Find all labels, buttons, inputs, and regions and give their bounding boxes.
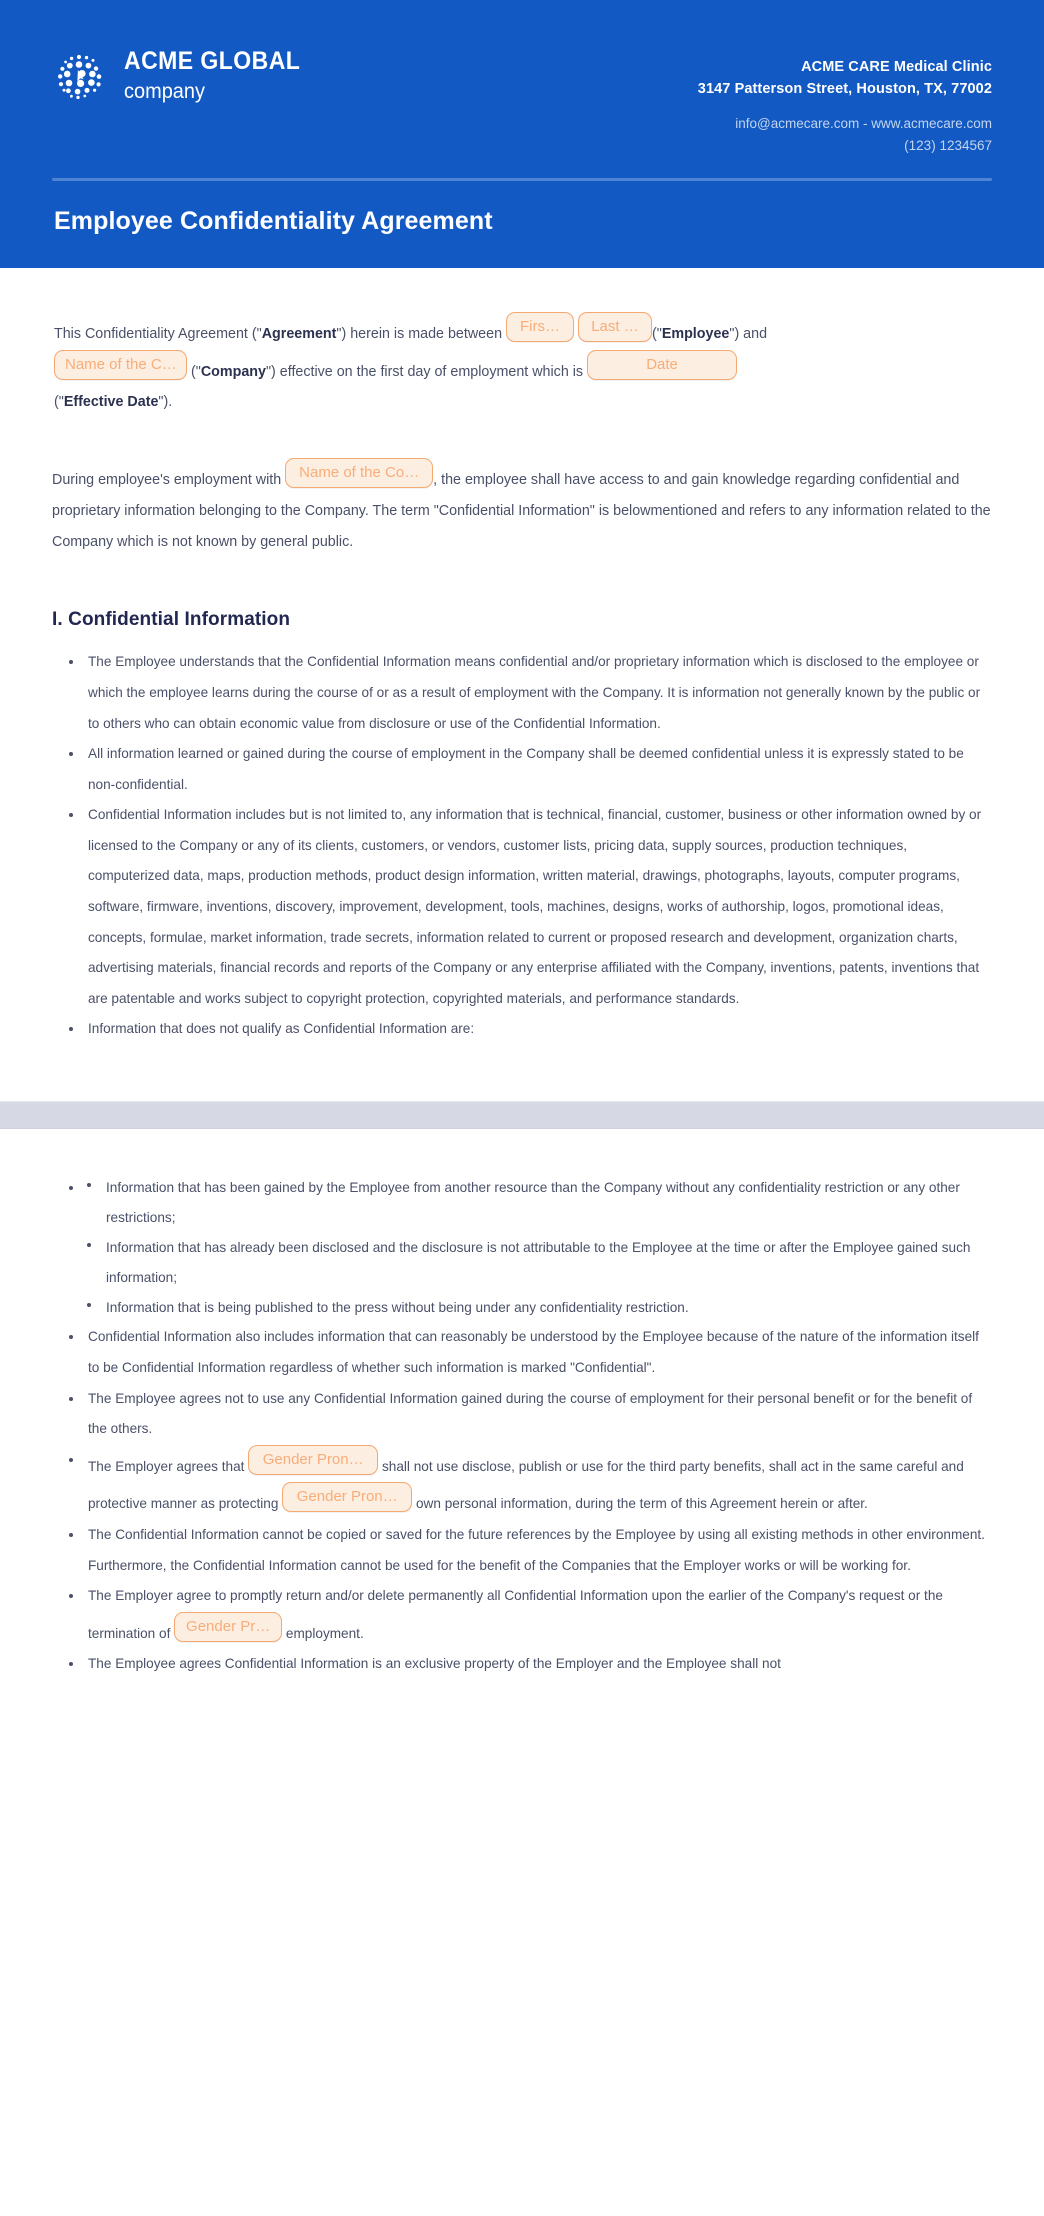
intro-text-a: This Confidentiality Agreement ( (54, 326, 257, 342)
clinic-phone: (123) 1234567 (904, 137, 992, 153)
header-top-row (52, 34, 992, 156)
return-text-a: The Employer agree to promptly return and/or delete permanently all Confidential Information upon the earlier of the Company's request or the termination of (88, 1588, 943, 1641)
term-employee: Employee (661, 326, 730, 342)
return-text-b: employment. (282, 1625, 364, 1641)
first-name-field[interactable]: Firs… (506, 312, 574, 342)
intro2-text-a: During employee's employment with (52, 472, 286, 489)
intro2-text-b: , the employee shall have access to and gain knowledge regarding confidential and proprietary information belonging to the Company. The term "Confidential Information" is belowmentioned and refers to any information related to the Company which is not known by general public. (52, 472, 991, 550)
intro-text-h: "). (158, 394, 173, 411)
clinic-address: 3147 Patterson Street, Houston, TX, 77002 (697, 81, 992, 98)
intro-text-b: ") herein is made between (336, 326, 506, 342)
gender-pronoun-field-1[interactable]: Gender Pron… (248, 1445, 378, 1475)
list-item: Information that has already been disclosed and the disclosure is not attributable to the Employee at the time or after the Employee gained such information; (84, 1233, 992, 1293)
list-item: Information that is being published to the press without being under any confidentiality restriction. (84, 1293, 992, 1323)
list-item-employer-agrees (66, 1445, 992, 1520)
intro-text-c: (" (651, 326, 662, 342)
document-body-page-2 (0, 1173, 1044, 1680)
document-header (0, 0, 1044, 268)
term-agreement: Agreement (261, 326, 337, 342)
employer-text-a: The Employer agrees that (88, 1458, 249, 1474)
brand-name: ACME GLOBAL (124, 46, 301, 75)
exclusions-sub-list (66, 1173, 992, 1323)
document-page-1 (0, 0, 1044, 1101)
sub-list-wrapper (66, 1173, 992, 1323)
company-name-field-2[interactable]: Name of the Co… (285, 458, 433, 488)
intro-paragraph-2 (52, 458, 992, 557)
date-field[interactable]: Date (587, 350, 737, 380)
intro-paragraph-1: This Confidentiality Agreement ("Agreement") herein is made between Firs… Last … ("Employee") and Name of the C… ("Company") effective on the first day of employment which is Date ("Effective Date"). (52, 312, 992, 418)
brand-block (52, 34, 316, 102)
clinic-name: ACME CARE Medical Clinic (801, 59, 992, 75)
list-item: All information learned or gained during the course of employment in the Company shall be deemed confidential unless it is expressly stated to be non-confidential. (66, 739, 992, 800)
list-item: The Employee agrees Confidential Information is an exclusive property of the Employer and the Employee shall not (66, 1649, 992, 1680)
header-divider (52, 178, 992, 181)
intro-text-f: ") effective on the first day of employment which is (265, 363, 588, 380)
employer-text-c: own personal information, during the term of this Agreement herein or after. (412, 1496, 868, 1512)
confidential-information-list-continued (52, 1173, 992, 1680)
document-page-2 (0, 1129, 1044, 1680)
globe-dots-icon (52, 48, 106, 102)
brand-subtitle: company (124, 79, 205, 103)
confidential-information-list (52, 647, 992, 1045)
employer-text-b: shall not use disclose, publish or use for the third party benefits, shall act in the same careful and protective manner as protecting (88, 1458, 964, 1512)
term-effective-date: Effective Date (63, 394, 159, 411)
list-item: Confidential Information includes but is not limited to, any information that is technical, financial, customer, business or other information owned by or licensed to the Company or any of its clients, customers, or vendors, customer lists, pricing data, supply sources, production techniques, computerized data, maps, production methods, product design information, written material, drawings, photographs, layouts, computer programs, software, firmware, inventions, discovery, improvement, development, tools, machines, designs, works of authorship, logos, promotional ideas, concepts, formulae, market information, trade secrets, information related to current or proposed research and development, organization charts, advertising materials, financial records and reports of the Company or any enterprise affiliated with the Company, inventions, patents, inventions that are patentable and works subject to copyright protection, copyrighted materials, and performance standards. (66, 800, 992, 1014)
list-item: Information that does not qualify as Confidential Information are: (66, 1014, 992, 1045)
gender-pronoun-field-2[interactable]: Gender Pron… (282, 1482, 412, 1512)
clinic-contact-block (698, 34, 992, 156)
intro-text-e: (" (190, 363, 201, 380)
list-item: Confidential Information also includes information that can reasonably be understood by the Employee because of the nature of the information itself to be Confidential Information regardless of whether such information is marked "Confidential". (66, 1322, 992, 1383)
document-body-page-1 (0, 312, 1044, 1045)
list-item: Information that has been gained by the Employee from another resource than the Company without any confidentiality restriction or any other restrictions; (84, 1173, 992, 1233)
clinic-email-website: info@acmecare.com - www.acmecare.com (735, 115, 992, 131)
intro-text-d: ") and (729, 326, 768, 342)
page-title: Employee Confidentiality Agreement (54, 207, 493, 235)
list-item: The Employee understands that the Confidential Information means confidential and/or proprietary information which is disclosed to the employee or which the employee learns during the course of or as a result of employment with the Company. It is information not generally known by the public or to others who can obtain economic value from disclosure or use of the Confidential Information. (66, 647, 992, 739)
list-item: The Confidential Information cannot be copied or saved for the future references by the Employee by using all existing methods in other environment. Furthermore, the Confidential Information cannot be used for the benefit of the Companies that the Employer works or will be working for. (66, 1520, 992, 1581)
section-heading-confidential-information: I. Confidential Information (52, 609, 291, 631)
list-item-return-delete (66, 1581, 992, 1649)
company-name-field[interactable]: Name of the C… (54, 350, 187, 380)
gender-pronoun-field-3[interactable]: Gender Pr… (174, 1612, 282, 1642)
list-item: The Employee agrees not to use any Confidential Information gained during the course of employment for their personal benefit or for the benefit of the others. (66, 1384, 992, 1445)
brand-text (124, 46, 316, 103)
last-name-field[interactable]: Last … (578, 312, 652, 342)
term-company: Company (200, 363, 266, 380)
intro-text-g: (" (54, 394, 64, 411)
page-break-divider (0, 1101, 1044, 1129)
